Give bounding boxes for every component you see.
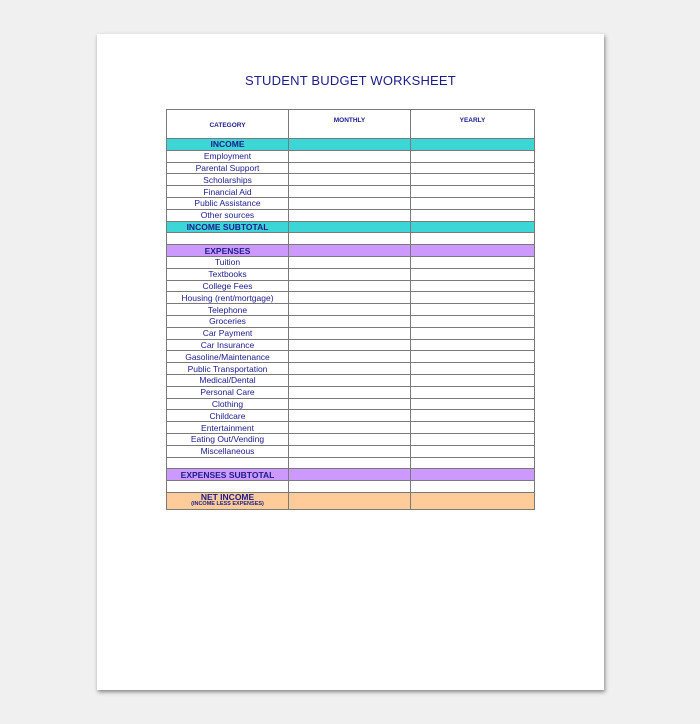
monthly-cell[interactable] xyxy=(289,422,411,434)
yearly-cell[interactable] xyxy=(411,256,535,268)
net-income-label: NET INCOME xyxy=(200,492,255,503)
expenses-subtotal-label: EXPENSES SUBTOTAL xyxy=(167,469,289,481)
income-header-row xyxy=(167,139,535,151)
table-row xyxy=(167,398,535,410)
income-header-monthly-cell[interactable] xyxy=(289,139,411,151)
yearly-cell[interactable] xyxy=(411,422,535,434)
table-row xyxy=(167,433,535,445)
table-row xyxy=(167,174,535,186)
yearly-cell[interactable] xyxy=(411,445,535,457)
category-label: Tuition xyxy=(167,256,289,268)
expenses-header-row xyxy=(167,245,535,257)
category-label: Clothing xyxy=(167,398,289,410)
income-subtotal-yearly-cell[interactable] xyxy=(411,221,535,233)
monthly-cell[interactable] xyxy=(289,386,411,398)
table-row xyxy=(167,280,535,292)
table-row xyxy=(167,150,535,162)
expenses-subtotal-yearly-cell[interactable] xyxy=(411,469,535,481)
yearly-cell[interactable] xyxy=(411,268,535,280)
yearly-cell[interactable] xyxy=(411,186,535,198)
income-subtotal-row xyxy=(167,221,535,233)
blank-cell[interactable] xyxy=(167,481,289,493)
monthly-cell[interactable] xyxy=(289,197,411,209)
document-page xyxy=(97,34,604,690)
expenses-subtotal-monthly-cell[interactable] xyxy=(289,469,411,481)
category-label: Personal Care xyxy=(167,386,289,398)
monthly-cell[interactable] xyxy=(289,363,411,375)
category-label: Gasoline/Maintenance xyxy=(167,351,289,363)
blank-cell[interactable] xyxy=(289,457,411,469)
yearly-cell[interactable] xyxy=(411,386,535,398)
monthly-cell[interactable] xyxy=(289,292,411,304)
table-row xyxy=(167,304,535,316)
yearly-cell[interactable] xyxy=(411,209,535,221)
category-label: Employment xyxy=(167,150,289,162)
category-label: Car Insurance xyxy=(167,339,289,351)
table-row xyxy=(167,327,535,339)
page-title: STUDENT BUDGET WORKSHEET xyxy=(245,73,456,88)
table-row xyxy=(167,315,535,327)
net-income-yearly-cell[interactable] xyxy=(411,492,535,509)
income-header-yearly-cell[interactable] xyxy=(411,139,535,151)
table-row xyxy=(167,410,535,422)
monthly-cell[interactable] xyxy=(289,410,411,422)
monthly-cell[interactable] xyxy=(289,398,411,410)
monthly-cell[interactable] xyxy=(289,304,411,316)
table-row xyxy=(167,197,535,209)
monthly-cell[interactable] xyxy=(289,339,411,351)
monthly-cell[interactable] xyxy=(289,445,411,457)
table-row xyxy=(167,292,535,304)
expenses-header-yearly-cell[interactable] xyxy=(411,245,535,257)
category-label: College Fees xyxy=(167,280,289,292)
category-label: Public Transportation xyxy=(167,363,289,375)
net-income-sublabel: (INCOME LESS EXPENSES) xyxy=(191,501,264,508)
blank-cell[interactable] xyxy=(167,233,289,245)
table-row xyxy=(167,162,535,174)
yearly-cell[interactable] xyxy=(411,292,535,304)
net-income-monthly-cell[interactable] xyxy=(289,492,411,509)
blank-cell[interactable] xyxy=(167,457,289,469)
yearly-cell[interactable] xyxy=(411,150,535,162)
category-label: Other sources xyxy=(167,209,289,221)
category-label: Parental Support xyxy=(167,162,289,174)
yearly-cell[interactable] xyxy=(411,280,535,292)
category-label: Groceries xyxy=(167,315,289,327)
yearly-cell[interactable] xyxy=(411,410,535,422)
table-header-row xyxy=(167,110,535,139)
table-row xyxy=(167,422,535,434)
yearly-cell[interactable] xyxy=(411,398,535,410)
category-label: Financial Aid xyxy=(167,186,289,198)
yearly-cell[interactable] xyxy=(411,339,535,351)
monthly-cell[interactable] xyxy=(289,327,411,339)
yearly-cell[interactable] xyxy=(411,433,535,445)
blank-cell[interactable] xyxy=(411,233,535,245)
income-header-label: INCOME xyxy=(167,139,289,151)
category-label: Car Payment xyxy=(167,327,289,339)
net-income-row xyxy=(167,492,535,509)
table-row xyxy=(167,256,535,268)
category-label: Public Assistance xyxy=(167,197,289,209)
category-label: Medical/Dental xyxy=(167,374,289,386)
table-row xyxy=(167,351,535,363)
yearly-cell[interactable] xyxy=(411,374,535,386)
monthly-cell[interactable] xyxy=(289,315,411,327)
monthly-cell[interactable] xyxy=(289,174,411,186)
table-row xyxy=(167,209,535,221)
column-header-category: CATEGORY xyxy=(167,110,289,139)
monthly-cell[interactable] xyxy=(289,280,411,292)
expenses-header-label: EXPENSES xyxy=(167,245,289,257)
monthly-cell[interactable] xyxy=(289,186,411,198)
blank-cell[interactable] xyxy=(411,481,535,493)
table-row xyxy=(167,445,535,457)
blank-row xyxy=(167,457,535,469)
monthly-cell[interactable] xyxy=(289,374,411,386)
table-row xyxy=(167,374,535,386)
column-header-yearly: YEARLY xyxy=(411,110,535,139)
yearly-cell[interactable] xyxy=(411,162,535,174)
table-row xyxy=(167,339,535,351)
budget-table xyxy=(166,109,535,510)
table-row xyxy=(167,363,535,375)
table-row xyxy=(167,268,535,280)
category-label: Scholarships xyxy=(167,174,289,186)
blank-cell[interactable] xyxy=(289,481,411,493)
category-label: Eating Out/Vending xyxy=(167,433,289,445)
expenses-subtotal-row xyxy=(167,469,535,481)
blank-cell[interactable] xyxy=(289,233,411,245)
category-label: Housing (rent/mortgage) xyxy=(167,292,289,304)
monthly-cell[interactable] xyxy=(289,268,411,280)
income-subtotal-label: INCOME SUBTOTAL xyxy=(167,221,289,233)
category-label: Textbooks xyxy=(167,268,289,280)
monthly-cell[interactable] xyxy=(289,162,411,174)
blank-cell[interactable] xyxy=(411,457,535,469)
income-subtotal-monthly-cell[interactable] xyxy=(289,221,411,233)
yearly-cell[interactable] xyxy=(411,351,535,363)
yearly-cell[interactable] xyxy=(411,327,535,339)
table-row xyxy=(167,186,535,198)
category-label: Childcare xyxy=(167,410,289,422)
column-header-monthly: MONTHLY xyxy=(289,110,411,139)
yearly-cell[interactable] xyxy=(411,174,535,186)
net-income-label-cell xyxy=(167,492,289,509)
yearly-cell[interactable] xyxy=(411,304,535,316)
monthly-cell[interactable] xyxy=(289,209,411,221)
category-label: Entertainment xyxy=(167,422,289,434)
monthly-cell[interactable] xyxy=(289,150,411,162)
category-label: Telephone xyxy=(167,304,289,316)
yearly-cell[interactable] xyxy=(411,315,535,327)
table-row xyxy=(167,386,535,398)
yearly-cell[interactable] xyxy=(411,363,535,375)
monthly-cell[interactable] xyxy=(289,433,411,445)
blank-row xyxy=(167,233,535,245)
yearly-cell[interactable] xyxy=(411,197,535,209)
monthly-cell[interactable] xyxy=(289,256,411,268)
expenses-header-monthly-cell[interactable] xyxy=(289,245,411,257)
monthly-cell[interactable] xyxy=(289,351,411,363)
category-label: Miscellaneous xyxy=(167,445,289,457)
blank-row xyxy=(167,481,535,493)
